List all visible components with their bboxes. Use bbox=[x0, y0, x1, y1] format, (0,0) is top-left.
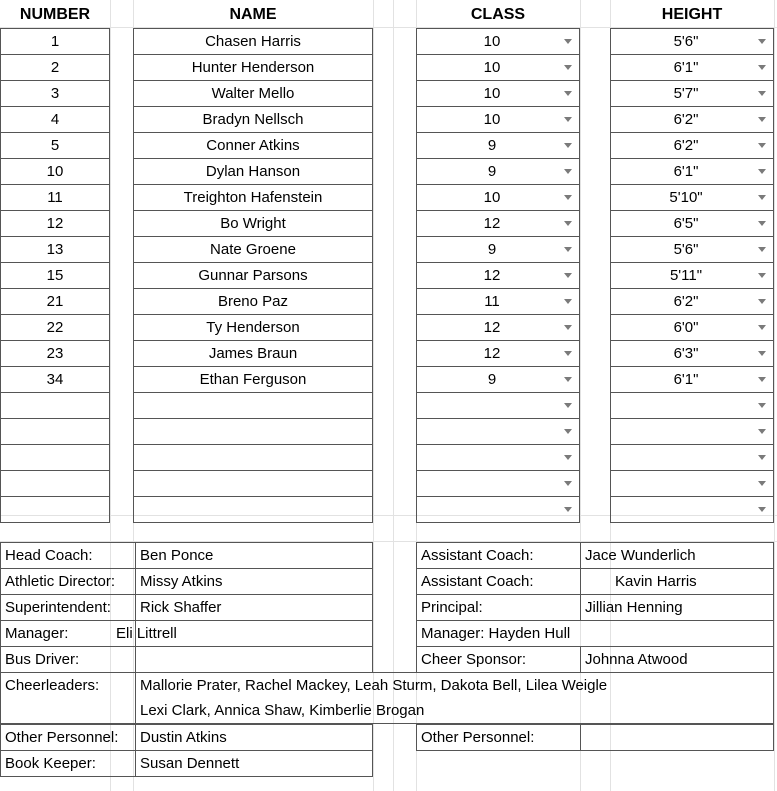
height-dropdown-cell[interactable] bbox=[611, 445, 774, 471]
cheerleaders-row bbox=[1, 698, 774, 724]
staff-value[interactable]: Jillian Henning bbox=[581, 595, 774, 621]
table-row bbox=[1, 81, 110, 107]
table-row bbox=[611, 497, 774, 523]
dropdown-arrow-icon[interactable] bbox=[564, 39, 572, 44]
staff-value[interactable]: Johnna Atwood bbox=[581, 647, 774, 673]
number-cell[interactable]: 22 bbox=[1, 315, 110, 341]
staff-label[interactable]: Assistant Coach: bbox=[417, 569, 581, 595]
cheerleaders-row bbox=[1, 673, 774, 699]
dropdown-arrow-icon[interactable] bbox=[564, 91, 572, 96]
staff-value[interactable]: Ben Ponce bbox=[136, 543, 373, 569]
height-dropdown-cell[interactable] bbox=[611, 341, 774, 367]
height-value: 5'7" bbox=[673, 85, 699, 102]
other-personnel-value[interactable] bbox=[581, 725, 774, 751]
table-row bbox=[134, 211, 373, 237]
staff-row bbox=[1, 751, 373, 777]
class-dropdown-cell[interactable] bbox=[417, 55, 580, 81]
number-cell[interactable]: 34 bbox=[1, 367, 110, 393]
dropdown-arrow-icon[interactable] bbox=[564, 117, 572, 122]
book-keeper-label[interactable]: Book Keeper: bbox=[1, 751, 136, 777]
table-row bbox=[134, 133, 373, 159]
table-row bbox=[134, 445, 373, 471]
dropdown-arrow-icon[interactable] bbox=[564, 273, 572, 278]
height-value: 6'1" bbox=[673, 163, 699, 180]
table-row bbox=[1, 367, 110, 393]
table-row bbox=[611, 55, 774, 81]
dropdown-arrow-icon[interactable] bbox=[564, 377, 572, 382]
height-dropdown-cell[interactable] bbox=[611, 185, 774, 211]
name-cell[interactable]: Ty Henderson bbox=[134, 315, 373, 341]
table-row bbox=[134, 471, 373, 497]
name-cell[interactable]: Dylan Hanson bbox=[134, 159, 373, 185]
table-row bbox=[417, 315, 580, 341]
height-dropdown-cell[interactable] bbox=[611, 315, 774, 341]
name-cell[interactable]: Bradyn Nellsch bbox=[134, 107, 373, 133]
table-row bbox=[1, 289, 110, 315]
number-cell[interactable] bbox=[1, 445, 110, 471]
dropdown-arrow-icon[interactable] bbox=[564, 429, 572, 434]
staff-row bbox=[1, 725, 373, 751]
staff-label[interactable]: Assistant Coach: bbox=[417, 543, 581, 569]
dropdown-arrow-icon[interactable] bbox=[758, 247, 766, 252]
table-row bbox=[611, 133, 774, 159]
height-dropdown-cell[interactable] bbox=[611, 29, 774, 55]
dropdown-arrow-icon[interactable] bbox=[564, 507, 572, 512]
staff-label[interactable]: Head Coach: bbox=[1, 543, 136, 569]
table-row bbox=[417, 237, 580, 263]
staff-value[interactable]: Kavin Harris bbox=[581, 569, 774, 595]
height-column bbox=[610, 28, 774, 523]
table-row bbox=[417, 263, 580, 289]
staff-label[interactable]: Superintendent: bbox=[1, 595, 136, 621]
number-cell[interactable]: 11 bbox=[1, 185, 110, 211]
class-dropdown-cell[interactable] bbox=[417, 471, 580, 497]
class-dropdown-cell[interactable] bbox=[417, 289, 580, 315]
staff-value[interactable]: Missy Atkins bbox=[136, 569, 373, 595]
height-value: 6'2" bbox=[673, 137, 699, 154]
table-row bbox=[611, 159, 774, 185]
dropdown-arrow-icon[interactable] bbox=[564, 65, 572, 70]
staff-label[interactable]: Principal: bbox=[417, 595, 581, 621]
name-cell[interactable]: Gunnar Parsons bbox=[134, 263, 373, 289]
table-row bbox=[611, 185, 774, 211]
staff-row bbox=[417, 621, 774, 647]
number-cell[interactable]: 2 bbox=[1, 55, 110, 81]
dropdown-arrow-icon[interactable] bbox=[758, 273, 766, 278]
table-row bbox=[417, 393, 580, 419]
height-value: 6'0" bbox=[673, 319, 699, 336]
dropdown-arrow-icon[interactable] bbox=[758, 169, 766, 174]
dropdown-arrow-icon[interactable] bbox=[758, 91, 766, 96]
name-cell[interactable]: Bo Wright bbox=[134, 211, 373, 237]
table-row bbox=[611, 263, 774, 289]
table-row bbox=[417, 107, 580, 133]
staff-right-table bbox=[416, 542, 774, 673]
height-dropdown-cell[interactable] bbox=[611, 497, 774, 523]
dropdown-arrow-icon[interactable] bbox=[758, 481, 766, 486]
staff-value[interactable]: Jace Wunderlich bbox=[581, 543, 774, 569]
dropdown-arrow-icon[interactable] bbox=[564, 299, 572, 304]
other-right-table bbox=[416, 724, 774, 751]
name-cell[interactable]: Chasen Harris bbox=[134, 29, 373, 55]
staff-value[interactable]: Eli Littrell bbox=[136, 621, 373, 647]
class-dropdown-cell[interactable] bbox=[417, 211, 580, 237]
height-dropdown-cell[interactable] bbox=[611, 419, 774, 445]
dropdown-arrow-icon[interactable] bbox=[758, 429, 766, 434]
table-row bbox=[134, 289, 373, 315]
number-cell[interactable]: 10 bbox=[1, 159, 110, 185]
other-personnel-label[interactable]: Other Personnel: bbox=[1, 725, 136, 751]
dropdown-arrow-icon[interactable] bbox=[758, 195, 766, 200]
header-height: HEIGHT bbox=[661, 6, 723, 23]
table-row bbox=[134, 419, 373, 445]
height-dropdown-cell[interactable] bbox=[611, 55, 774, 81]
class-value: 12 bbox=[483, 267, 501, 284]
table-row bbox=[417, 341, 580, 367]
table-row bbox=[134, 185, 373, 211]
staff-row bbox=[1, 647, 373, 673]
table-row bbox=[611, 211, 774, 237]
table-row bbox=[417, 81, 580, 107]
name-cell[interactable]: Ethan Ferguson bbox=[134, 367, 373, 393]
height-dropdown-cell[interactable] bbox=[611, 107, 774, 133]
table-row bbox=[134, 81, 373, 107]
staff-row bbox=[417, 569, 774, 595]
table-row bbox=[1, 185, 110, 211]
height-dropdown-cell[interactable] bbox=[611, 289, 774, 315]
staff-label[interactable]: Bus Driver: bbox=[1, 647, 136, 673]
height-value: 6'2" bbox=[673, 111, 699, 128]
other-personnel-label[interactable]: Other Personnel: bbox=[417, 725, 581, 751]
table-row bbox=[417, 29, 580, 55]
dropdown-arrow-icon[interactable] bbox=[564, 351, 572, 356]
table-row bbox=[1, 263, 110, 289]
height-value: 6'1" bbox=[673, 371, 699, 388]
table-row bbox=[1, 445, 110, 471]
number-cell[interactable] bbox=[1, 419, 110, 445]
table-row bbox=[417, 367, 580, 393]
class-dropdown-cell[interactable] bbox=[417, 419, 580, 445]
table-row bbox=[134, 367, 373, 393]
dropdown-arrow-icon[interactable] bbox=[758, 351, 766, 356]
cheerleaders-table bbox=[0, 672, 774, 724]
table-row bbox=[417, 471, 580, 497]
dropdown-arrow-icon[interactable] bbox=[564, 169, 572, 174]
table-row bbox=[1, 419, 110, 445]
class-dropdown-cell[interactable] bbox=[417, 133, 580, 159]
dropdown-arrow-icon[interactable] bbox=[564, 247, 572, 252]
table-row bbox=[134, 29, 373, 55]
class-dropdown-cell[interactable] bbox=[417, 341, 580, 367]
dropdown-arrow-icon[interactable] bbox=[758, 117, 766, 122]
staff-row bbox=[417, 543, 774, 569]
staff-row bbox=[417, 595, 774, 621]
table-row bbox=[1, 393, 110, 419]
table-row bbox=[417, 211, 580, 237]
staff-row bbox=[1, 621, 373, 647]
class-value: 10 bbox=[483, 33, 501, 50]
class-dropdown-cell[interactable] bbox=[417, 29, 580, 55]
table-row bbox=[417, 159, 580, 185]
table-row bbox=[417, 289, 580, 315]
name-cell[interactable] bbox=[134, 471, 373, 497]
dropdown-arrow-icon[interactable] bbox=[758, 403, 766, 408]
name-cell[interactable] bbox=[134, 393, 373, 419]
table-row bbox=[611, 393, 774, 419]
height-value: 5'6" bbox=[673, 33, 699, 50]
table-row bbox=[611, 289, 774, 315]
staff-label[interactable]: Manager: Hayden Hull bbox=[417, 621, 774, 647]
height-dropdown-cell[interactable] bbox=[611, 393, 774, 419]
dropdown-arrow-icon[interactable] bbox=[758, 65, 766, 70]
table-row bbox=[1, 237, 110, 263]
table-row bbox=[611, 107, 774, 133]
table-row bbox=[611, 29, 774, 55]
staff-label[interactable]: Cheer Sponsor: bbox=[417, 647, 581, 673]
number-cell[interactable]: 21 bbox=[1, 289, 110, 315]
table-row bbox=[611, 341, 774, 367]
dropdown-arrow-icon[interactable] bbox=[758, 221, 766, 226]
class-dropdown-cell[interactable] bbox=[417, 393, 580, 419]
table-row bbox=[611, 445, 774, 471]
header-name: NAME bbox=[229, 6, 277, 23]
height-dropdown-cell[interactable] bbox=[611, 367, 774, 393]
name-cell[interactable] bbox=[134, 419, 373, 445]
dropdown-arrow-icon[interactable] bbox=[758, 377, 766, 382]
table-row bbox=[1, 159, 110, 185]
dropdown-arrow-icon[interactable] bbox=[564, 403, 572, 408]
dropdown-arrow-icon[interactable] bbox=[758, 325, 766, 330]
table-row bbox=[611, 367, 774, 393]
staff-label[interactable]: Manager: bbox=[1, 621, 136, 647]
class-value: 9 bbox=[487, 241, 497, 258]
class-value: 12 bbox=[483, 215, 501, 232]
number-cell[interactable] bbox=[1, 393, 110, 419]
class-dropdown-cell[interactable] bbox=[417, 237, 580, 263]
name-column bbox=[133, 28, 373, 523]
height-value: 5'11" bbox=[669, 267, 703, 284]
class-dropdown-cell[interactable] bbox=[417, 107, 580, 133]
height-value: 5'6" bbox=[673, 241, 699, 258]
height-dropdown-cell[interactable] bbox=[611, 237, 774, 263]
class-dropdown-cell[interactable] bbox=[417, 185, 580, 211]
name-cell[interactable]: Conner Atkins bbox=[134, 133, 373, 159]
class-value: 9 bbox=[487, 371, 497, 388]
table-row bbox=[417, 445, 580, 471]
table-row bbox=[1, 133, 110, 159]
dropdown-arrow-icon[interactable] bbox=[564, 221, 572, 226]
height-dropdown-cell[interactable] bbox=[611, 471, 774, 497]
height-value: 6'5" bbox=[673, 215, 699, 232]
table-row bbox=[1, 29, 110, 55]
class-value: 9 bbox=[487, 137, 497, 154]
staff-row bbox=[417, 725, 774, 751]
table-row bbox=[134, 159, 373, 185]
class-value: 12 bbox=[483, 319, 501, 336]
dropdown-arrow-icon[interactable] bbox=[758, 299, 766, 304]
height-value: 6'3" bbox=[673, 345, 699, 362]
table-row bbox=[1, 211, 110, 237]
cheerleaders-line-1[interactable]: Mallorie Prater, Rachel Mackey, Leah Sturm, Dakota Bell, Lilea Weigle bbox=[136, 673, 774, 699]
name-cell[interactable]: Treighton Hafenstein bbox=[134, 185, 373, 211]
table-row bbox=[134, 237, 373, 263]
header-number: NUMBER bbox=[19, 6, 91, 23]
height-dropdown-cell[interactable] bbox=[611, 211, 774, 237]
class-value: 10 bbox=[483, 189, 501, 206]
table-row bbox=[611, 419, 774, 445]
height-dropdown-cell[interactable] bbox=[611, 159, 774, 185]
cheerleaders-line-2[interactable]: Lexi Clark, Annica Shaw, Kimberlie Brogan bbox=[136, 698, 774, 724]
table-row bbox=[134, 341, 373, 367]
number-cell[interactable]: 4 bbox=[1, 107, 110, 133]
dropdown-arrow-icon[interactable] bbox=[564, 195, 572, 200]
table-row bbox=[134, 263, 373, 289]
table-row bbox=[134, 55, 373, 81]
height-value: 6'2" bbox=[673, 293, 699, 310]
height-dropdown-cell[interactable] bbox=[611, 263, 774, 289]
class-dropdown-cell[interactable] bbox=[417, 159, 580, 185]
table-row bbox=[134, 497, 373, 523]
class-value: 10 bbox=[483, 59, 501, 76]
class-value: 12 bbox=[483, 345, 501, 362]
number-cell[interactable] bbox=[1, 471, 110, 497]
table-row bbox=[1, 107, 110, 133]
class-value: 11 bbox=[484, 293, 500, 310]
dropdown-arrow-icon[interactable] bbox=[564, 455, 572, 460]
staff-row bbox=[1, 543, 373, 569]
staff-value[interactable] bbox=[136, 647, 373, 673]
number-cell[interactable]: 5 bbox=[1, 133, 110, 159]
dropdown-arrow-icon[interactable] bbox=[758, 143, 766, 148]
number-cell[interactable]: 3 bbox=[1, 81, 110, 107]
class-value: 10 bbox=[483, 111, 501, 128]
staff-row bbox=[417, 647, 774, 673]
table-row bbox=[1, 315, 110, 341]
dropdown-arrow-icon[interactable] bbox=[758, 455, 766, 460]
name-cell[interactable]: Nate Groene bbox=[134, 237, 373, 263]
class-dropdown-cell[interactable] bbox=[417, 81, 580, 107]
height-value: 5'10" bbox=[669, 189, 703, 206]
class-dropdown-cell[interactable] bbox=[417, 367, 580, 393]
name-cell[interactable]: Breno Paz bbox=[134, 289, 373, 315]
table-row bbox=[1, 471, 110, 497]
number-cell[interactable]: 13 bbox=[1, 237, 110, 263]
number-cell[interactable]: 1 bbox=[1, 29, 110, 55]
height-value: 6'1" bbox=[673, 59, 699, 76]
staff-label[interactable]: Athletic Director: bbox=[1, 569, 136, 595]
book-keeper-value[interactable]: Susan Dennett bbox=[136, 751, 373, 777]
number-cell[interactable] bbox=[1, 497, 110, 523]
dropdown-arrow-icon[interactable] bbox=[564, 143, 572, 148]
header-class: CLASS bbox=[470, 6, 526, 23]
table-row bbox=[1, 497, 110, 523]
height-dropdown-cell[interactable] bbox=[611, 133, 774, 159]
class-dropdown-cell[interactable] bbox=[417, 315, 580, 341]
table-row bbox=[611, 237, 774, 263]
dropdown-arrow-icon[interactable] bbox=[758, 507, 766, 512]
table-row bbox=[417, 133, 580, 159]
cheerleaders-label-blank[interactable] bbox=[1, 698, 136, 724]
staff-left-table bbox=[0, 542, 373, 673]
table-row bbox=[417, 185, 580, 211]
number-cell[interactable]: 23 bbox=[1, 341, 110, 367]
table-row bbox=[417, 419, 580, 445]
dropdown-arrow-icon[interactable] bbox=[564, 481, 572, 486]
table-row bbox=[417, 497, 580, 523]
staff-row bbox=[1, 569, 373, 595]
class-value: 10 bbox=[483, 85, 501, 102]
name-cell[interactable]: Walter Mello bbox=[134, 81, 373, 107]
number-cell[interactable]: 12 bbox=[1, 211, 110, 237]
table-row bbox=[611, 81, 774, 107]
table-row bbox=[611, 315, 774, 341]
class-column bbox=[416, 28, 580, 523]
height-dropdown-cell[interactable] bbox=[611, 81, 774, 107]
name-cell[interactable]: Hunter Henderson bbox=[134, 55, 373, 81]
table-row bbox=[417, 55, 580, 81]
class-dropdown-cell[interactable] bbox=[417, 497, 580, 523]
name-cell[interactable]: James Braun bbox=[134, 341, 373, 367]
class-dropdown-cell[interactable] bbox=[417, 445, 580, 471]
dropdown-arrow-icon[interactable] bbox=[564, 325, 572, 330]
table-row bbox=[134, 107, 373, 133]
dropdown-arrow-icon[interactable] bbox=[758, 39, 766, 44]
table-row bbox=[134, 315, 373, 341]
number-column bbox=[0, 28, 110, 523]
staff-row bbox=[1, 595, 373, 621]
table-row bbox=[611, 471, 774, 497]
class-dropdown-cell[interactable] bbox=[417, 263, 580, 289]
number-cell[interactable]: 15 bbox=[1, 263, 110, 289]
table-row bbox=[1, 55, 110, 81]
other-left-table bbox=[0, 724, 373, 777]
cheerleaders-label[interactable]: Cheerleaders: bbox=[1, 673, 136, 699]
other-personnel-value[interactable]: Dustin Atkins bbox=[136, 725, 373, 751]
table-row bbox=[1, 341, 110, 367]
table-row bbox=[134, 393, 373, 419]
class-value: 9 bbox=[487, 163, 497, 180]
staff-value[interactable]: Rick Shaffer bbox=[136, 595, 373, 621]
name-cell[interactable] bbox=[134, 445, 373, 471]
name-cell[interactable] bbox=[134, 497, 373, 523]
